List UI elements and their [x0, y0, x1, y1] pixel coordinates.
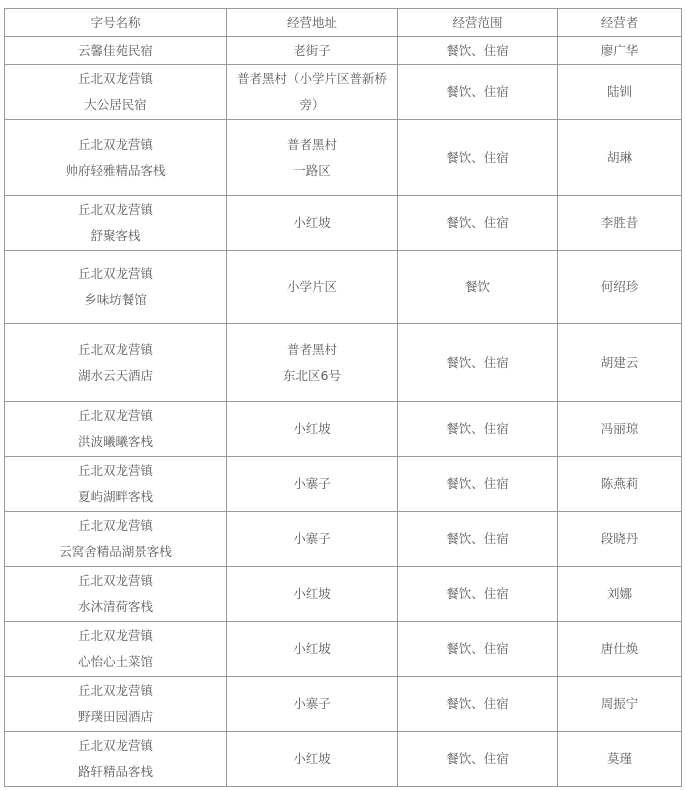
cell-address	[227, 677, 398, 732]
cell-business-name-line: 湖水云天酒店	[77, 367, 153, 383]
cell-business-name	[5, 65, 227, 120]
cell-business-name-line: 丘北双龙营镇	[77, 463, 153, 478]
cell-scope: 餐饮、住宿	[398, 402, 558, 457]
cell-scope: 餐饮、住宿	[398, 196, 558, 251]
cell-address-line: 小寨子	[293, 531, 331, 546]
table-row	[5, 512, 682, 567]
header-owner: 经营者	[558, 9, 682, 37]
cell-address-line: 普者黑村（小学片区普新桥	[236, 71, 387, 86]
cell-owner: 唐仕焕	[558, 622, 682, 677]
cell-business-name-line: 帅府轻雅精品客栈	[65, 162, 166, 178]
cell-scope: 餐饮、住宿	[398, 732, 558, 787]
cell-address-line: 老街子	[293, 42, 331, 58]
cell-business-name-line: 丘北双龙营镇	[77, 341, 153, 357]
cell-business-name-line: 丘北双龙营镇	[77, 738, 153, 753]
table-row	[5, 567, 682, 622]
header-row	[5, 9, 682, 37]
cell-business-name-line: 丘北双龙营镇	[77, 202, 153, 217]
cell-address	[227, 37, 398, 65]
cell-address-line: 一路区	[293, 162, 331, 178]
cell-address-line: 小红坡	[293, 215, 331, 230]
cell-scope: 餐饮、住宿	[398, 457, 558, 512]
cell-business-name-line: 舒聚客栈	[90, 228, 141, 243]
cell-business-name-line: 夏屿湖畔客栈	[77, 489, 153, 504]
cell-scope: 餐饮、住宿	[398, 512, 558, 567]
cell-owner: 廖广华	[558, 37, 682, 65]
cell-scope: 餐饮、住宿	[398, 65, 558, 120]
cell-business-name	[5, 677, 227, 732]
cell-business-name-line: 丘北双龙营镇	[77, 683, 153, 698]
cell-owner: 冯丽琼	[558, 402, 682, 457]
cell-address-line: 小寨子	[293, 476, 331, 491]
cell-scope: 餐饮、住宿	[398, 324, 558, 402]
header-scope: 经营范围	[398, 9, 558, 37]
cell-scope: 餐饮、住宿	[398, 677, 558, 732]
cell-address	[227, 402, 398, 457]
cell-scope: 餐饮、住宿	[398, 622, 558, 677]
cell-scope: 餐饮、住宿	[398, 120, 558, 196]
cell-business-name	[5, 622, 227, 677]
cell-address-line: 普者黑村	[286, 341, 337, 357]
cell-business-name-line: 云馨佳苑民宿	[77, 42, 153, 58]
cell-business-name-line: 丘北双龙营镇	[77, 408, 153, 423]
cell-business-name	[5, 251, 227, 324]
cell-business-name	[5, 512, 227, 567]
table-row	[5, 402, 682, 457]
cell-business-name	[5, 567, 227, 622]
cell-business-name-line: 洪波曦曦客栈	[77, 434, 153, 449]
cell-owner: 段晓丹	[558, 512, 682, 567]
cell-business-name-line: 丘北双龙营镇	[77, 71, 153, 86]
cell-owner: 陈燕莉	[558, 457, 682, 512]
cell-address	[227, 457, 398, 512]
header-name: 字号名称	[5, 9, 227, 37]
cell-business-name-line: 丘北双龙营镇	[77, 628, 153, 643]
cell-address-line: 普者黑村	[286, 136, 337, 152]
cell-business-name	[5, 324, 227, 402]
cell-address	[227, 120, 398, 196]
cell-business-name-line: 路轩精品客栈	[77, 764, 153, 779]
cell-business-name-line: 丘北双龙营镇	[77, 573, 153, 588]
cell-address-line: 东北区6号	[283, 367, 341, 383]
cell-address	[227, 622, 398, 677]
table-row	[5, 677, 682, 732]
table-row	[5, 65, 682, 120]
cell-business-name	[5, 457, 227, 512]
cell-address	[227, 196, 398, 251]
cell-scope: 餐饮	[398, 251, 558, 324]
table-row	[5, 251, 682, 324]
table-row	[5, 324, 682, 402]
cell-owner: 胡建云	[558, 324, 682, 402]
cell-address-line: 旁）	[299, 97, 325, 112]
cell-business-name	[5, 37, 227, 65]
cell-owner: 莫瑾	[558, 732, 682, 787]
cell-business-name-line: 水沐清荷客栈	[77, 599, 153, 614]
cell-business-name	[5, 732, 227, 787]
table-row	[5, 37, 682, 65]
cell-scope: 餐饮、住宿	[398, 567, 558, 622]
cell-owner: 胡琳	[558, 120, 682, 196]
cell-business-name	[5, 196, 227, 251]
cell-business-name-line: 丘北双龙营镇	[77, 266, 153, 281]
cell-business-name-line: 云窝舍精品湖景客栈	[59, 544, 172, 559]
table-row	[5, 457, 682, 512]
cell-owner: 刘娜	[558, 567, 682, 622]
cell-business-name-line: 野璞田园酒店	[77, 709, 153, 724]
cell-address	[227, 567, 398, 622]
table-row	[5, 732, 682, 787]
cell-owner: 何绍珍	[558, 251, 682, 324]
cell-business-name-line: 心怡心土菜馆	[77, 654, 153, 669]
table-row	[5, 622, 682, 677]
business-registry-table	[4, 8, 682, 787]
cell-scope: 餐饮、住宿	[398, 37, 558, 65]
cell-business-name	[5, 402, 227, 457]
cell-address-line: 小红坡	[293, 586, 331, 601]
cell-address	[227, 251, 398, 324]
header-address: 经营地址	[227, 9, 398, 37]
cell-business-name-line: 丘北双龙营镇	[77, 136, 153, 152]
cell-address-line: 小学片区	[286, 279, 337, 294]
cell-address-line: 小寨子	[293, 696, 331, 711]
cell-address	[227, 732, 398, 787]
cell-owner: 陆钏	[558, 65, 682, 120]
table-row	[5, 120, 682, 196]
cell-owner: 周振宁	[558, 677, 682, 732]
cell-business-name	[5, 120, 227, 196]
cell-address-line: 小红坡	[293, 641, 331, 656]
cell-address	[227, 65, 398, 120]
table-row	[5, 196, 682, 251]
cell-owner: 李胜昔	[558, 196, 682, 251]
cell-business-name-line: 乡味坊餐馆	[84, 292, 147, 307]
table-body	[5, 37, 682, 787]
cell-address-line: 小红坡	[293, 751, 331, 766]
cell-address	[227, 512, 398, 567]
cell-address-line: 小红坡	[293, 421, 331, 436]
cell-business-name-line: 大公居民宿	[84, 97, 147, 112]
cell-address	[227, 324, 398, 402]
cell-business-name-line: 丘北双龙营镇	[77, 518, 153, 533]
